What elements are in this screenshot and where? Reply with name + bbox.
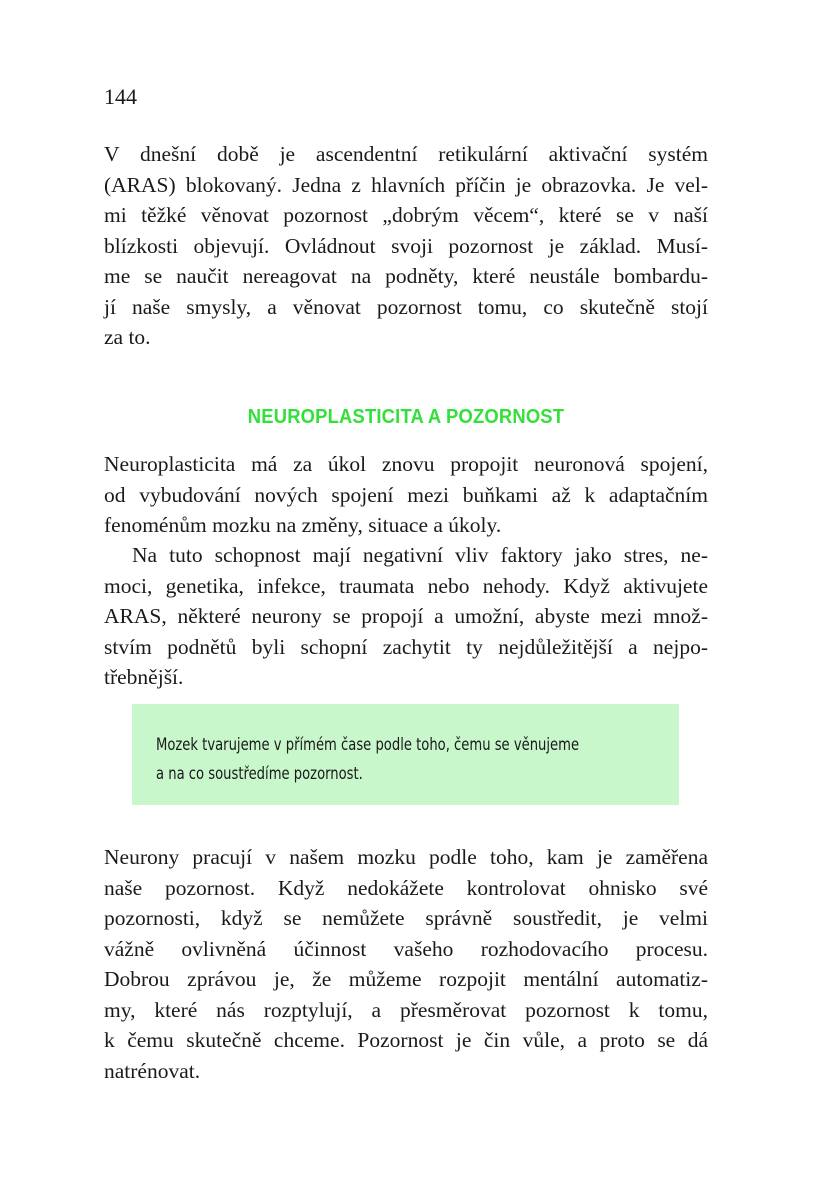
- text-line: vážně ovlivněná účinnost vašeho rozhodovacího procesu.: [104, 936, 708, 961]
- text-line: Neuroplasticita má za úkol znovu propojit neuronová spojení,: [104, 452, 708, 476]
- text-line: fenoménům mozku na změny, situace a úkoly.: [104, 513, 502, 537]
- text-line: k čemu skutečně chceme. Pozornost je čin vůle, a proto se dá: [104, 1028, 708, 1052]
- text-line: ARAS, některé neurony se propojí a umožní, abyste mezi množ-: [104, 604, 708, 628]
- text-line: Na tuto schopnost mají negativní vliv faktory jako stres, ne-: [132, 543, 708, 567]
- factors-paragraph: [104, 540, 708, 693]
- neurons-paragraph: [104, 842, 708, 1086]
- callout-box: [132, 704, 679, 805]
- text-line: za to.: [104, 325, 151, 349]
- neuroplasticity-paragraph: [104, 449, 708, 541]
- section-heading: NEUROPLASTICITA A POZORNOST: [247, 406, 565, 428]
- text-line: blízkosti objevují. Ovládnout svoji pozornost je základ. Musí-: [104, 233, 708, 258]
- text-line: me se naučit nereagovat na podněty, které neustále bombardu-: [104, 264, 708, 288]
- text-line: stvím podnětů byli schopní zachytit ty nejdůležitější a nejpo-: [104, 634, 708, 659]
- intro-paragraph: [104, 139, 708, 353]
- text-line: (ARAS) blokovaný. Jedna z hlavních příčin je obrazovka. Je vel-: [104, 172, 708, 197]
- page-number: 144: [104, 84, 137, 109]
- callout-line: a na co soustředíme pozornost.: [156, 764, 363, 784]
- callout-line: Mozek tvarujeme v přímém čase podle toho, čemu se věnujeme: [156, 735, 580, 755]
- text-line: třebnější.: [104, 665, 184, 689]
- text-line: pozornosti, když se nemůžete správně soustředit, je velmi: [104, 906, 708, 930]
- text-line: naše pozornost. Když nedokážete kontrolovat ohnisko své: [104, 875, 708, 900]
- text-line: natrénovat.: [104, 1058, 201, 1083]
- text-line: my, které nás rozptylují, a přesměrovat pozornost k tomu,: [104, 997, 708, 1022]
- text-line: od vybudování nových spojení mezi buňkami až k adaptačním: [104, 482, 708, 507]
- text-line: mi těžké věnovat pozornost „dobrým věcem“, které se v naší: [104, 203, 708, 227]
- text-line: moci, genetika, infekce, traumata nebo nehody. Když aktivujete: [104, 573, 708, 598]
- callout-text: [156, 731, 586, 789]
- text-line: Neurony pracují v našem mozku podle toho, kam je zaměřena: [104, 845, 708, 869]
- text-line: jí naše smysly, a věnovat pozornost tomu, co skutečně stojí: [104, 294, 708, 319]
- text-line: V dnešní době je ascendentní retikulární aktivační systém: [104, 142, 708, 166]
- text-line: Dobrou zprávou je, že můžeme rozpojit mentální automatiz-: [104, 967, 708, 991]
